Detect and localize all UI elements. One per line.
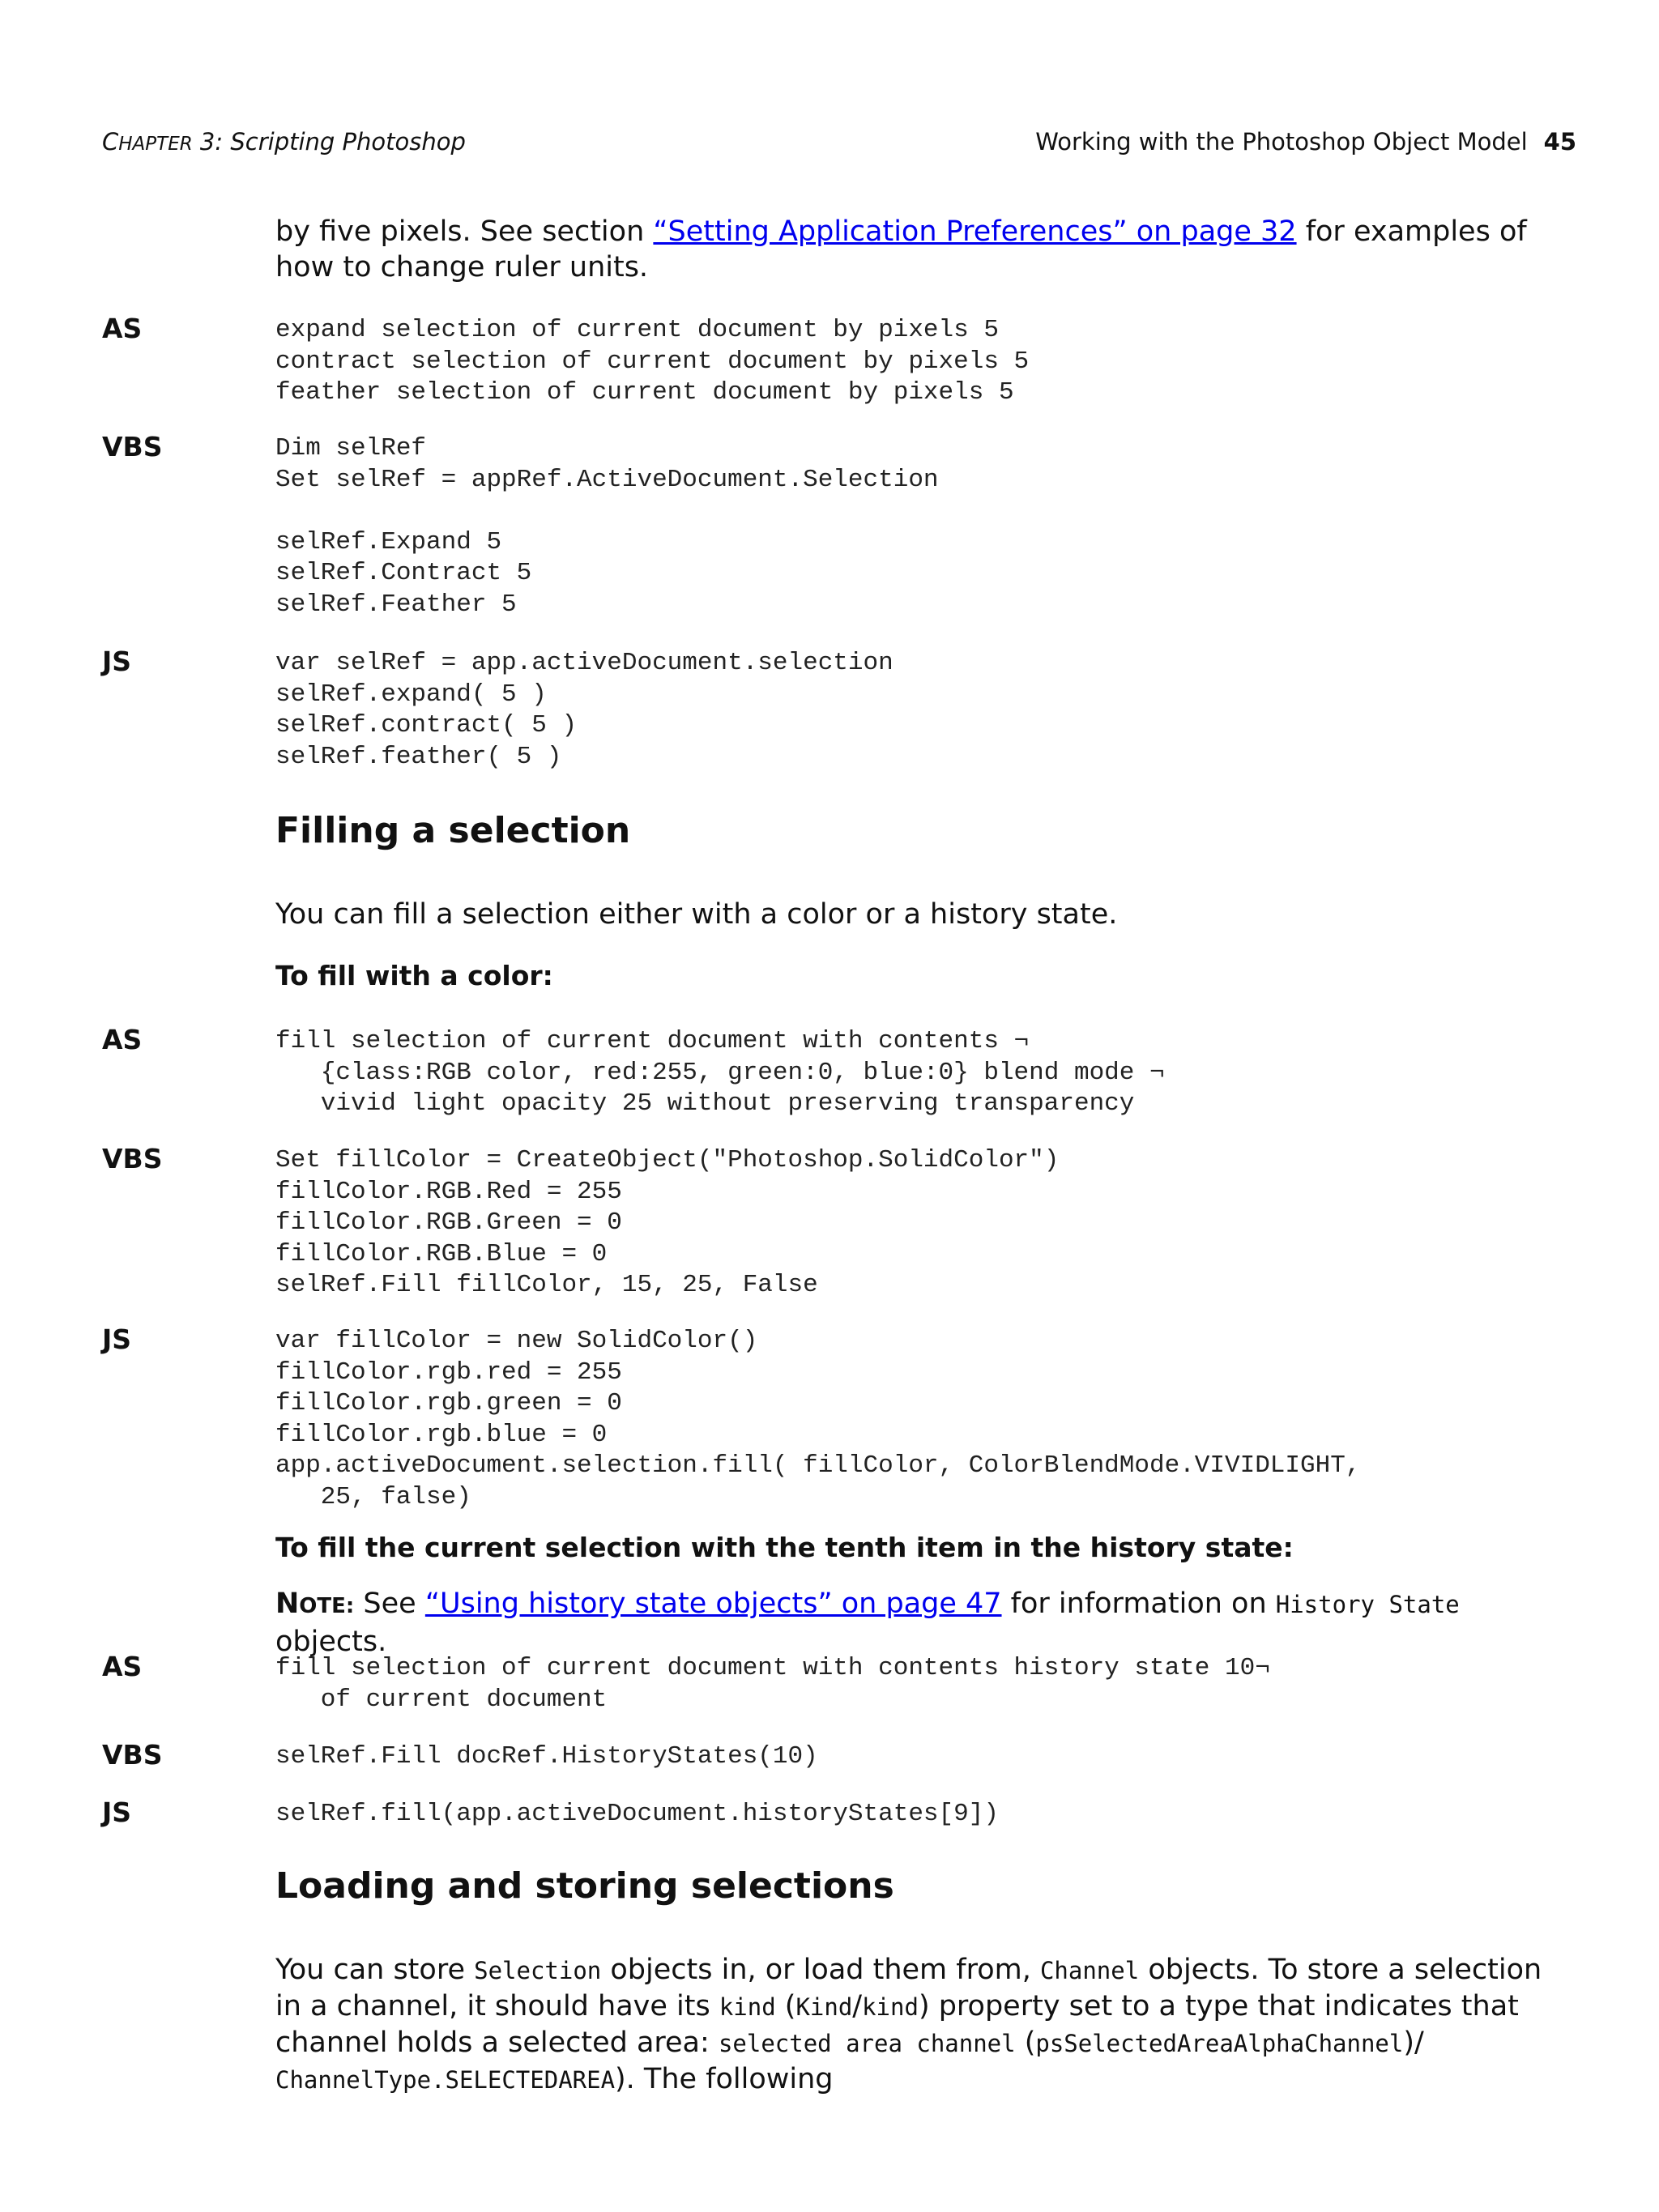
- code-ps-selected-area: psSelectedAreaAlphaChannel: [1035, 2030, 1404, 2057]
- loading-text: ) property set to a type that indicates that channel holds a selected area:: [275, 1990, 1519, 2059]
- label-js: JS: [102, 1323, 132, 1355]
- heading-loading-selections: Loading and storing selections: [275, 1865, 894, 1907]
- code-channel: Channel: [1039, 1957, 1140, 1984]
- label-as: AS: [102, 1024, 143, 1055]
- code-as-history: fill selection of current document with contents history state 10¬ of current document: [275, 1654, 1270, 1714]
- code-kind-js: kind: [862, 1993, 919, 2021]
- loading-paragraph: [275, 1952, 1572, 2098]
- history-state-code: History State: [1275, 1591, 1460, 1618]
- section-header: [1035, 128, 1576, 156]
- chapter-letter: C: [102, 128, 119, 156]
- history-state-link[interactable]: “Using history state objects” on page 47: [424, 1588, 1002, 1620]
- code-as-fill: fill selection of current document with contents ¬ {class:RGB color, red:255, green:0, blue:0} blend mode ¬ vivid light opacity 25 without preserving transparency: [275, 1027, 1165, 1118]
- code-vbs-fill: Set fillColor = CreateObject("Photoshop.SolidColor") fillColor.RGB.Red = 255 fillColor.RGB.Green = 0 fillColor.RGB.Blue = 0 selRef.Fill fillColor, 15, 25, False: [275, 1146, 1060, 1299]
- intro-text-before: by five pixels. See section: [275, 215, 654, 248]
- code-selected-area-channel: selected area channel: [718, 2030, 1016, 2057]
- loading-text: ). The following: [615, 2063, 834, 2095]
- section-title: Working with the Photoshop Object Model: [1035, 128, 1528, 156]
- code-channeltype-selectedarea: ChannelType.SELECTEDAREA: [275, 2066, 616, 2094]
- intro-paragraph: [275, 214, 1572, 285]
- chapter-header: [102, 128, 466, 156]
- preferences-link[interactable]: “Setting Application Preferences” on page 32: [653, 215, 1297, 248]
- subheading-fill-history: To fill the current selection with the tenth item in the history state:: [275, 1532, 1294, 1563]
- note-smallcaps: OTE:: [299, 1594, 355, 1618]
- chapter-title: 3: Scripting Photoshop: [192, 128, 466, 156]
- loading-text: (: [1015, 2027, 1036, 2059]
- loading-text: )/: [1403, 2027, 1424, 2059]
- intro-text-after: for examples of how to change ruler units.: [275, 215, 1527, 283]
- label-as: AS: [102, 313, 143, 344]
- note-letter: N: [275, 1588, 300, 1620]
- code-js-expand: var selRef = app.activeDocument.selection selRef.expand( 5 ) selRef.contract( 5 ) selRef.feather( 5 ): [275, 649, 893, 771]
- note-text-mid: for information on: [1001, 1588, 1276, 1620]
- code-js-fill: var fillColor = new SolidColor() fillColor.rgb.red = 255 fillColor.rgb.green = 0 fillColor.rgb.blue = 0 app.activeDocument.selection.fill( fillColor, ColorBlendMode.VIVIDLIGHT, 25, false): [275, 1327, 1361, 1511]
- label-js: JS: [102, 1796, 132, 1828]
- label-vbs: VBS: [102, 1143, 163, 1174]
- chapter-smallcaps: HAPTER: [118, 134, 193, 155]
- code-js-history: selRef.fill(app.activeDocument.historyStates[9]): [275, 1800, 999, 1828]
- loading-text: (: [775, 1990, 796, 2022]
- code-as-expand: expand selection of current document by pixels 5 contract selection of current document by pixels 5 feather selection of current document by pixels 5: [275, 316, 1030, 407]
- code-kind-vbs: Kind: [795, 1993, 853, 2021]
- note-paragraph: [275, 1586, 1572, 1660]
- loading-text: objects in, or load them from,: [601, 1954, 1040, 1986]
- page-number: 45: [1543, 128, 1576, 156]
- loading-text: /: [852, 1990, 863, 2022]
- subheading-fill-color: To fill with a color:: [275, 960, 553, 991]
- code-selection: Selection: [474, 1957, 602, 1984]
- heading-filling-selection: Filling a selection: [275, 810, 631, 851]
- code-kind: kind: [719, 1993, 776, 2021]
- label-vbs: VBS: [102, 1739, 163, 1771]
- label-as: AS: [102, 1651, 143, 1682]
- label-js: JS: [102, 646, 132, 677]
- loading-text: objects. To store a selection in a channel, it should have its: [275, 1954, 1542, 2022]
- code-vbs-expand: Dim selRef Set selRef = appRef.ActiveDocument.Selection selRef.Expand 5 selRef.Contract 5 selRef.Feather 5: [275, 434, 939, 619]
- note-label: [275, 1588, 354, 1620]
- filling-paragraph: You can fill a selection either with a color or a history state.: [275, 898, 1118, 931]
- label-vbs: VBS: [102, 431, 163, 462]
- note-text-before: See: [354, 1588, 425, 1620]
- code-vbs-history: selRef.Fill docRef.HistoryStates(10): [275, 1742, 818, 1771]
- loading-text: You can store: [275, 1954, 475, 1986]
- note-text-after: objects.: [275, 1626, 387, 1658]
